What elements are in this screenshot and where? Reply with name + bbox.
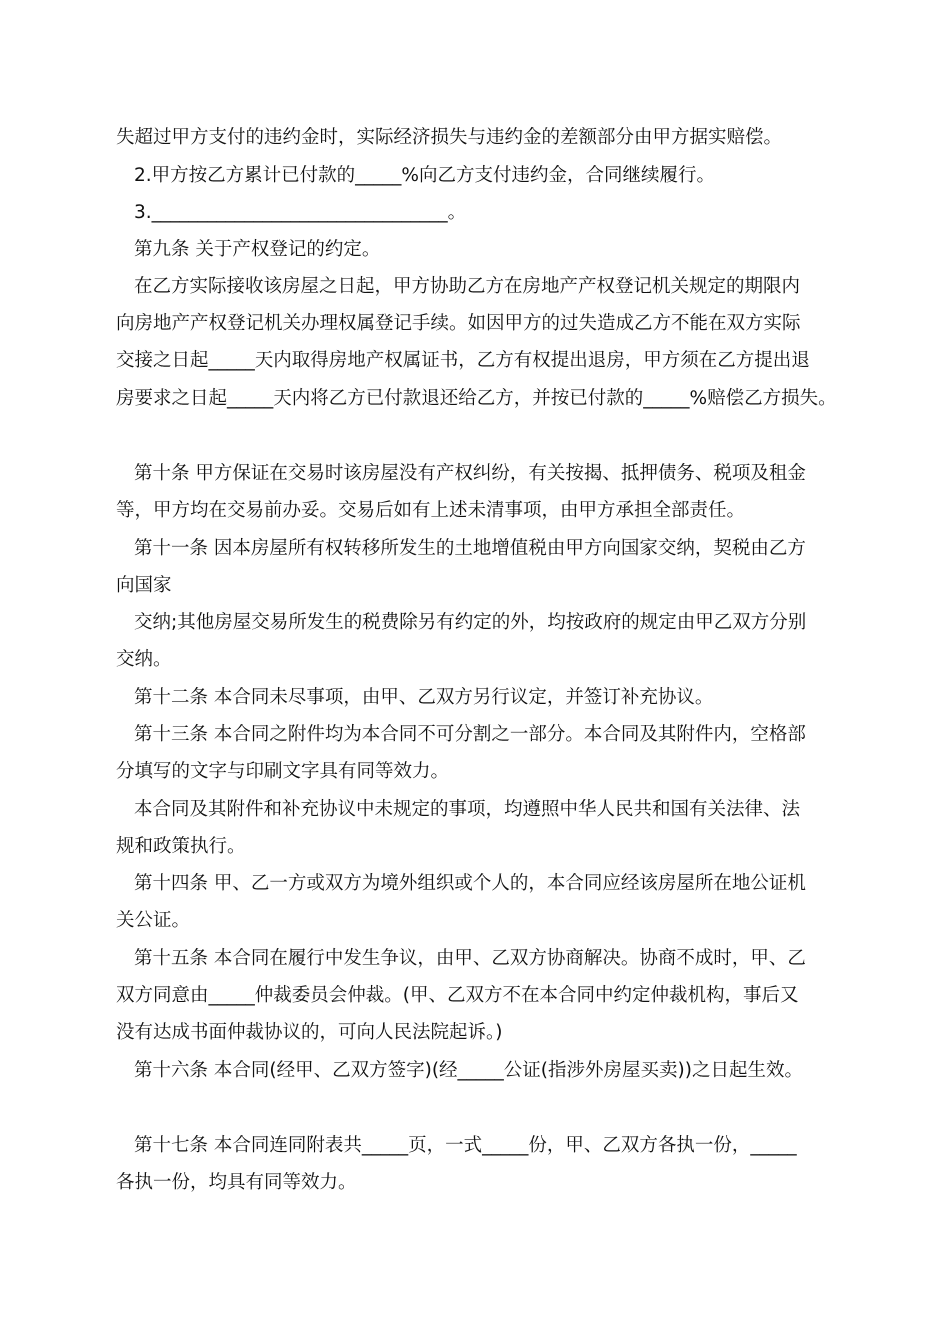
text-line: 等，甲方均在交易前办妥。交易后如有上述未清事项，由甲方承担全部责任。 [116, 500, 746, 521]
text-line: 第十一条 因本房屋所有权转移所发生的土地增值税由甲方向国家交纳，契税由乙方 [134, 538, 806, 559]
text-line: 规和政策执行。 [116, 836, 246, 857]
text-line: 第十条 甲方保证在交易时该房屋没有产权纠纷，有关按揭、抵押债务、税项及租金 [134, 463, 806, 484]
text-line: 没有达成书面仲裁协议的，可向人民法院起诉。) [116, 1022, 503, 1043]
text-line: 失超过甲方支付的违约金时，实际经济损失与违约金的差额部分由甲方据实赔偿。 [116, 127, 783, 148]
text-line: 2.甲方按乙方累计已付款的_____%向乙方支付违约金，合同继续履行。 [134, 165, 715, 186]
text-line: 关公证。 [116, 910, 191, 931]
text-line: 向国家 [116, 575, 172, 596]
text-line: 交接之日起_____天内取得房地产权属证书，乙方有权提出退房，甲方须在乙方提出退 [116, 350, 810, 371]
text-line: 在乙方实际接收该房屋之日起，甲方协助乙方在房地产产权登记机关规定的期限内 [134, 276, 801, 297]
text-line: 双方同意由_____仲裁委员会仲裁。(甲、乙双方不在本合同中约定仲裁机构，事后又 [116, 985, 799, 1006]
text-line: 房要求之日起_____天内将乙方已付款退还给乙方，并按已付款的_____%赔偿乙方损失。 [116, 388, 837, 409]
text-line: 第十七条 本合同连同附表共_____页，一式_____份，甲、乙双方各执一份，_____ [134, 1135, 797, 1156]
text-line: 本合同及其附件和补充协议中未规定的事项，均遵照中华人民共和国有关法律、法 [134, 799, 801, 820]
text-line: 3.________________________________。 [134, 202, 467, 223]
text-line: 向房地产产权登记机关办理权属登记手续。如因甲方的过失造成乙方不能在双方实际 [116, 313, 801, 334]
text-line: 第十五条 本合同在履行中发生争议，由甲、乙双方协商解决。协商不成时，甲、乙 [134, 948, 806, 969]
text-line: 分填写的文字与印刷文字具有同等效力。 [116, 761, 450, 782]
text-line: 交纳;其他房屋交易所发生的税费除另有约定的外，均按政府的规定由甲乙双方分别 [134, 612, 807, 633]
text-line: 交纳。 [116, 649, 172, 670]
text-line: 第十四条 甲、乙一方或双方为境外组织或个人的，本合同应经该房屋所在地公证机 [134, 873, 806, 894]
article-heading: 第九条 关于产权登记的约定。 [134, 239, 381, 260]
text-line: 第十六条 本合同(经甲、乙双方签字)(经_____公证(指涉外房屋买卖))之日起生效。 [134, 1060, 803, 1081]
text-line: 第十二条 本合同未尽事项，由甲、乙双方另行议定，并签订补充协议。 [134, 687, 714, 708]
text-line: 各执一份，均具有同等效力。 [116, 1172, 357, 1193]
text-line: 第十三条 本合同之附件均为本合同不可分割之一部分。本合同及其附件内，空格部 [134, 724, 806, 745]
